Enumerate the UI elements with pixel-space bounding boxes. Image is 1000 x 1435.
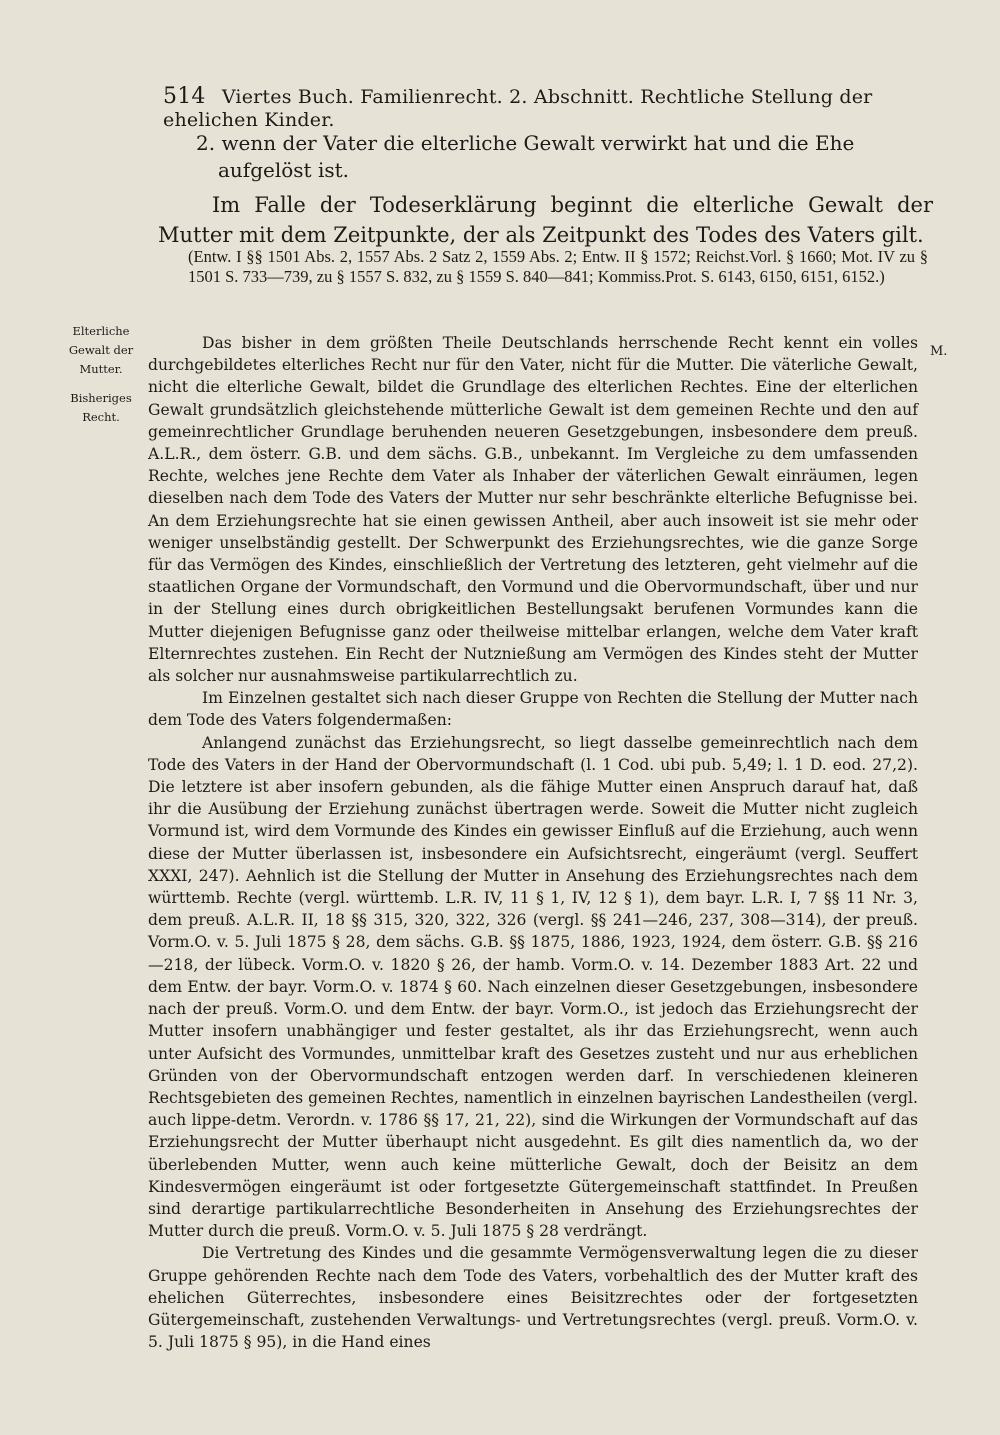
legislative-citation: (Entw. I §§ 1501 Abs. 2, 1557 Abs. 2 Satz 2, 1559 Abs. 2; Entw. II § 1572; Reichst.Vorl. § 1660; Mot. IV zu § 1501 S. 733—739, zu § 1557 S. 832, zu § 1559 S. 840—841; Kommiss.Prot. S. 6143, 6150, 6151, 6152.): [188, 247, 928, 286]
law-paragraph: [158, 190, 933, 250]
page-number: 514: [163, 84, 206, 109]
law-paragraph-text: Im Falle der Todeserklärung beginnt die elterliche Gewalt der Mutter mit dem Zeitpunkte, der als Zeitpunkt des Todes des Vaters gilt.: [158, 193, 933, 247]
body-paragraph: Die Vertretung des Kindes und die gesammte Vermögensverwaltung legen die zu dieser Gruppe gehörenden Rechte nach dem Tode des Vaters, vorbehaltlich des der Mutter kraft des ehelichen Güterrechtes, insbesondere eines Beisitzrechtes oder der fortgesetzten Gütergemeinschaft, zustehenden Verwaltungs- und Vertretungsrechtes (vergl. preuß. Vorm.O. v. 5. Juli 1875 § 95), in die Hand eines: [148, 1244, 918, 1352]
commentary-body: [148, 332, 918, 1353]
margin-note-elterliche-gewalt: Elterliche Gewalt der Mutter.: [68, 324, 134, 376]
law-item-2: [158, 130, 933, 184]
running-title: Viertes Buch. Familienrecht. 2. Abschnitt. Rechtliche Stellung der ehelichen Kinder.: [163, 86, 873, 131]
body-paragraph: Im Einzelnen gestaltet sich nach dieser Gruppe von Rechten die Stellung der Mutter nach dem Tode des Vaters folgendermaßen:: [148, 689, 918, 730]
running-header: [163, 84, 903, 131]
body-paragraph: Das bisher in dem größten Theile Deutschlands herrschende Recht kennt ein volles durchgebildetes elterliches Recht nur für den Vater, nicht für die Mutter. Die väterliche Gewalt, nicht die elterliche Gewalt, bildet die Grundlage des elterlichen Rechtes. Eine der elterlichen Gewalt grundsätzlich gleichstehende mütterliche Gewalt ist dem gemeinen Rechte und den auf gemeinrechtlicher Grundlage beruhenden neueren Gesetzgebungen, insbesondere dem preuß. A.L.R., dem österr. G.B. und dem sächs. G.B., unbekannt. Im Vergleiche zu dem umfassenden Rechte, welches jene Rechte dem Vater als Inhaber der väterlichen Gewalt einräumen, legen dieselben nach dem Tode des Vaters der Mutter nur sehr beschränkte elterliche Befugnisse bei. An dem Erziehungsrechte hat sie einen gewissen Antheil, aber auch insoweit ist sie mehr oder weniger unselbständig gestellt. Der Schwerpunkt des Erziehungsrechtes, wie die ganze Sorge für das Vermögen des Kindes, einschließlich der Vertretung des letzteren, geht vielmehr auf die staatlichen Organe der Vormundschaft, den Vormund und die Obervormundschaft, über und nur in der Stellung eines durch obrigkeitlichen Bestellungsakt berufenen Vormundes kann die Mutter diejenigen Befugnisse ganz oder theilweise mittelbar erlangen, welche dem Vater kraft Elternrechtes zustehen. Ein Recht der Nutznießung am Vermögen des Kindes steht der Mutter als solcher nur ausnahmsweise partikularrechtlich zu.: [148, 334, 918, 686]
margin-notes: [58, 322, 144, 437]
margin-mark-right: M.: [930, 344, 948, 359]
margin-note-bisheriges-recht: Bisheriges Recht.: [70, 391, 132, 424]
body-paragraph: Anlangend zunächst das Erziehungsrecht, so liegt dasselbe gemeinrechtlich nach dem Tode des Vaters in der Hand der Obervormundschaft (l. 1 Cod. ubi pub. 5,49; l. 1 D. eod. 27,2). Die letztere ist aber insofern gebunden, als die fähige Mutter einen Anspruch darauf hat, daß ihr die Ausübung der Erziehung zunächst übertragen werde. Soweit die Mutter nicht zugleich Vormund ist, wird dem Vormunde des Kindes ein gewisser Einfluß auf die Erziehung, auch wenn diese der Mutter überlassen ist, insbesondere ein Aufsichtsrecht, eingeräumt (vergl. Seuffert XXXI, 247). Aehnlich ist die Stellung der Mutter in Ansehung des Erziehungsrechtes nach dem württemb. Rechte (vergl. württemb. L.R. IV, 11 § 1, IV, 12 § 1), dem bayr. L.R. I, 7 §§ 11 Nr. 3, dem preuß. A.L.R. II, 18 §§ 315, 320, 322, 326 (vergl. §§ 241—246, 237, 308—314), der preuß. Vorm.O. v. 5. Juli 1875 § 28, dem sächs. G.B. §§ 1875, 1886, 1923, 1924, dem österr. G.B. §§ 216—218, der lübeck. Vorm.O. v. 1820 § 26, der hamb. Vorm.O. v. 14. Dezember 1883 Art. 22 und dem Entw. der bayr. Vorm.O. v. 1874 § 60. Nach einzelnen dieser Gesetzgebungen, insbesondere nach der preuß. Vorm.O. und dem Entw. der bayr. Vorm.O., ist jedoch das Erziehungsrecht der Mutter insofern unabhängiger und fester gestaltet, als ihr das Erziehungsrecht, wenn auch unter Aufsicht des Vormundes, unmittelbar kraft des Gesetzes zusteht und nur aus erheblichen Gründen von der Obervormundschaft entzogen werden darf. In verschiedenen kleineren Rechtsgebieten des gemeinen Rechtes, namentlich in einzelnen bayrischen Landestheilen (vergl. auch lippe-detm. Verordn. v. 1786 §§ 17, 21, 22), sind die Wirkungen der Vormundschaft auf das Erziehungsrecht der Mutter überhaupt nicht ausgedehnt. Es gilt dies namentlich da, wo der überlebenden Mutter, wenn auch keine mütterliche Gewalt, doch der Beisitz an dem Kindesvermögen eingeräumt ist oder fortgesetzte Gütergemeinschaft stattfindet. In Preußen sind derartige partikularrechtliche Besonderheiten in Ansehung des Erziehungsrechtes der Mutter durch die preuß. Vorm.O. v. 5. Juli 1875 § 28 verdrängt.: [148, 733, 918, 1241]
law-item-2-text: 2. wenn der Vater die elterliche Gewalt verwirkt hat und die Ehe aufgelöst ist.: [196, 131, 855, 182]
